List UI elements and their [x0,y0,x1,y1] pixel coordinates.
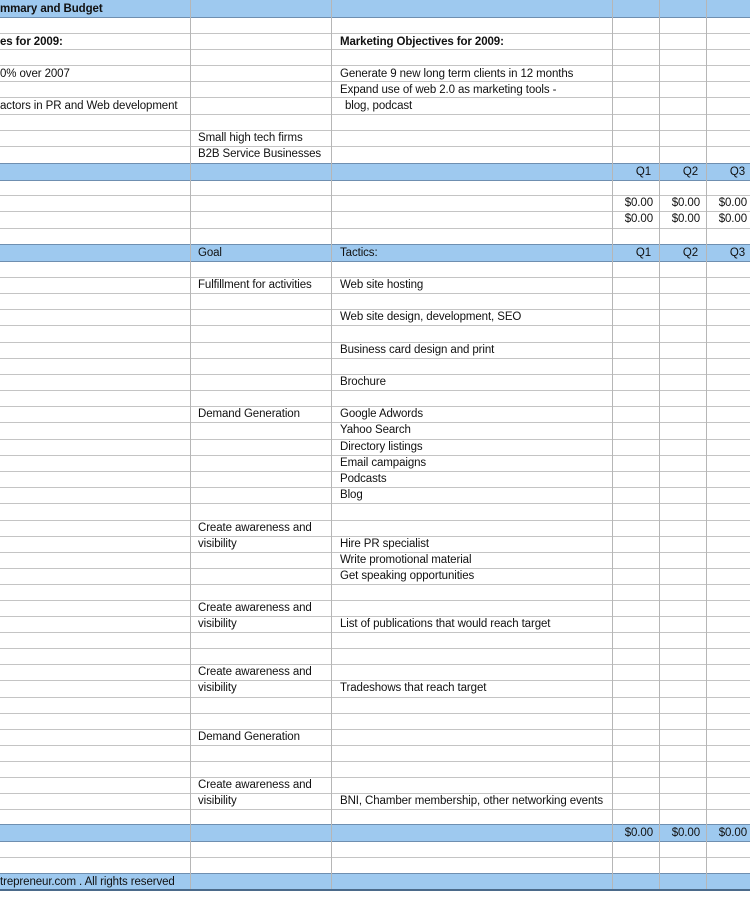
row-gridline [0,632,750,633]
column-divider-goal [190,0,191,890]
goal-awareness-1b: visibility [198,538,237,550]
row-gridline [0,325,750,326]
tactic-promo-material: Write promotional material [340,554,472,566]
target-market-1: Small high tech firms [198,132,303,144]
footer-copyright: trepreneur.com . All rights reserved [0,876,175,888]
objective-right-1: Generate 9 new long term clients in 12 months [340,68,574,80]
tactic-podcasts: Podcasts [340,473,387,485]
row-gridline [0,358,750,359]
tactic-web-design: Web site design, development, SEO [340,311,522,323]
column-divider-q1 [612,0,613,890]
tactic-email-campaigns: Email campaigns [340,457,427,469]
row-gridline [0,600,750,601]
tactic-web-hosting: Web site hosting [340,279,424,291]
tactic-directory-listings: Directory listings [340,441,423,453]
budget-q1-header: Q1 [635,166,651,178]
budget-q2-header: Q2 [682,166,698,178]
goal-awareness-2b: visibility [198,618,237,630]
tactic-hire-pr: Hire PR specialist [340,538,429,550]
objectives-left-heading: es for 2009: [0,36,63,48]
budget-row-1-q3: $0.00 [718,197,747,209]
budget-row-1-q1: $0.00 [624,197,653,209]
goal-awareness-4a: Create awareness and [198,779,312,791]
goal-awareness-3a: Create awareness and [198,666,312,678]
row-gridline [0,777,750,778]
budget-row-1-q2: $0.00 [671,197,700,209]
row-gridline [0,857,750,858]
row-gridline [0,809,750,810]
budget-row-2-q2: $0.00 [671,213,700,225]
goal-awareness-3b: visibility [198,682,237,694]
tactics-column-header: Tactics: [340,247,378,259]
goal-fulfillment: Fulfillment for activities [198,279,312,291]
row-gridline [0,390,750,391]
goal-column-header: Goal [198,247,222,259]
row-gridline [0,648,750,649]
tactic-yahoo-search: Yahoo Search [340,424,411,436]
row-gridline [0,487,750,488]
row-gridline [0,261,750,262]
tactics-q1-header: Q1 [635,247,651,259]
goal-awareness-4b: visibility [198,795,237,807]
column-divider-q3 [706,0,707,890]
row-gridline [0,17,750,18]
tactic-publications: List of publications that would reach target [340,618,551,630]
row-gridline [0,503,750,504]
marketing-objectives-heading: Marketing Objectives for 2009: [340,36,504,48]
row-gridline [0,697,750,698]
row-gridline [0,761,750,762]
total-q2: $0.00 [671,827,700,839]
tactic-brochure: Brochure [340,376,386,388]
row-gridline [0,664,750,665]
row-gridline [0,293,750,294]
title-band [0,0,750,17]
objective-left-2: actors in PR and Web development [0,100,178,112]
column-divider-tactics [331,0,332,890]
target-market-2: B2B Service Businesses [198,148,322,160]
goal-awareness-2a: Create awareness and [198,602,312,614]
tactic-google-adwords: Google Adwords [340,408,423,420]
tactic-tradeshows: Tradeshows that reach target [340,682,487,694]
tactics-q2-header: Q2 [682,247,698,259]
total-q3: $0.00 [718,827,747,839]
budget-row-2-q3: $0.00 [718,213,747,225]
objective-left-1: 0% over 2007 [0,68,70,80]
tactic-networking: BNI, Chamber membership, other networking events [340,795,604,807]
row-gridline [0,745,750,746]
row-gridline [0,520,750,521]
row-gridline [0,584,750,585]
sheet-title: mmary and Budget [0,3,103,15]
column-divider-q2 [659,0,660,890]
row-gridline [0,841,750,842]
tactic-business-card: Business card design and print [340,344,495,356]
goal-demand-generation-2: Demand Generation [198,731,300,743]
row-gridline [0,146,750,147]
goal-demand-generation-1: Demand Generation [198,408,300,420]
row-gridline [0,180,750,181]
row-gridline [0,713,750,714]
tactics-q3-header: Q3 [729,247,745,259]
tactic-speaking: Get speaking opportunities [340,570,475,582]
row-gridline [0,729,750,730]
total-q1: $0.00 [624,827,653,839]
objective-right-2a: Expand use of web 2.0 as marketing tools - [340,84,557,96]
budget-row-2-q1: $0.00 [624,213,653,225]
row-gridline [0,130,750,131]
objective-right-2b: blog, podcast [345,100,413,112]
goal-awareness-1a: Create awareness and [198,522,312,534]
row-gridline [0,114,750,115]
tactic-blog: Blog [340,489,363,501]
budget-q3-header: Q3 [729,166,745,178]
row-gridline [0,228,750,229]
